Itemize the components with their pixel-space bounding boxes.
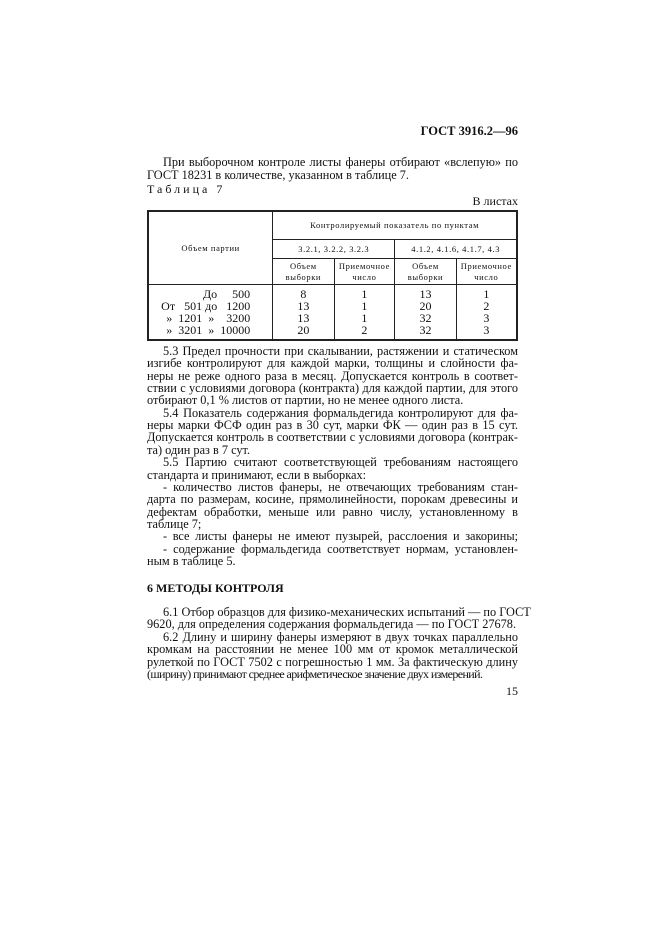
table-caption: Таблица 7 — [147, 182, 226, 196]
cell-value: 3 — [483, 323, 490, 337]
header-controlled-indicator: Контролируемый показатель по пунктам — [273, 211, 517, 240]
acceptance-number-2 — [456, 285, 517, 341]
text-line: изгибе контролируют для каждой марки, толщины и слойности фа- — [147, 356, 518, 371]
batch-ranges — [148, 285, 273, 341]
cell-value: 13 — [297, 311, 310, 325]
sample-size-1 — [273, 285, 334, 341]
cell-value: 2 — [361, 323, 368, 337]
header-group-2: 4.1.2, 4.1.6, 4.1.7, 4.3 — [395, 240, 517, 259]
cell-batch: От 501 до 1200 — [161, 299, 251, 313]
text-line: 6.2 Длину и ширину фанеры измеряют в двух точках параллельно — [163, 629, 518, 644]
cell-value: 3 — [483, 311, 490, 325]
cell-value: 8 — [300, 287, 307, 301]
header-batch-size: Объем партии — [148, 211, 273, 285]
text-line: кромкам на расстоянии не менее 100 мм от кромок металлической — [147, 642, 518, 657]
header-acceptance-number: Приемочное число — [334, 259, 395, 285]
text-line: отбирают 0,1 % листов от партии, но не менее одного листа. — [147, 393, 464, 408]
sample-size-2 — [395, 285, 456, 341]
acceptance-number-1 — [334, 285, 395, 341]
text-line: - количество листов фанеры, не отвечающих требованиям стан- — [163, 479, 518, 494]
text-line: 5.5 Партию считают соответствующей требованиям настоящего — [163, 455, 518, 470]
header-acceptance-number: Приемочное число — [456, 259, 517, 285]
text-line: дефектам обработки, меньше или равно числу, установленному в — [147, 504, 518, 519]
text-line: ГОСТ 18231 в количестве, указанном в таблице 7. — [147, 168, 409, 182]
text-line: стандарта и принимают, если в выборках: — [147, 467, 367, 482]
table-data-row — [148, 285, 517, 341]
text-line: При выборочном контроле листы фанеры отбирают «вслепую» по — [163, 155, 518, 169]
cell-value: 1 — [483, 287, 490, 301]
table-unit: В листах — [472, 194, 518, 208]
text-line: ствии с условиями договора (контракта) для каждой партии, для этого — [147, 381, 518, 396]
section-6-heading: 6 МЕТОДЫ КОНТРОЛЯ — [147, 581, 284, 595]
text-line: 5.4 Показатель содержания формальдегида контролируют для фа- — [163, 405, 518, 420]
cell-value: 13 — [297, 299, 310, 313]
cell-value: 1 — [361, 287, 368, 301]
text-line: неры не реже одного раза в месяц. Допускается контроль в соответ- — [147, 368, 518, 383]
cell-value: 1 — [361, 311, 368, 325]
cell-batch: » 3201 » 10000 — [166, 323, 251, 337]
cell-value: 13 — [419, 287, 432, 301]
cell-value: 32 — [419, 311, 432, 325]
cell-batch: До 500 — [203, 287, 251, 301]
cell-value: 1 — [361, 299, 368, 313]
text-line: неры марки ФСФ один раз в 30 сут, марки ФК — один раз в 15 сут. — [147, 418, 518, 433]
text-line: дарта по размерам, косине, прямолинейности, порокам древесины и — [147, 492, 518, 507]
cell-value: 20 — [297, 323, 310, 337]
text-line: та) один раз в 7 сут. — [147, 442, 251, 457]
document-header: ГОСТ 3916.2—96 — [420, 124, 518, 138]
cell-batch: » 1201 » 3200 — [166, 311, 251, 325]
cell-value: 2 — [483, 299, 490, 313]
header-group-1: 3.2.1, 3.2.2, 3.2.3 — [273, 240, 395, 259]
header-sample-size: Объем выборки — [273, 259, 334, 285]
text-line: таблице 7; — [147, 516, 202, 531]
page-number: 15 — [506, 684, 518, 698]
cell-value: 32 — [419, 323, 432, 337]
text-line: 5.3 Предел прочности при скалывании, растяжении и статическом — [163, 344, 518, 358]
text-line: рулеткой по ГОСТ 7502 с погрешностью 1 мм. За фактическую длину — [147, 654, 518, 669]
text-line: 9620, для определения содержания формальдегида — по ГОСТ 27678. — [147, 617, 517, 632]
text-line: Допускается контроль в соответствии с условиями договора (контрак- — [147, 430, 518, 445]
text-line: ным в таблице 5. — [147, 553, 236, 568]
header-sample-size: Объем выборки — [395, 259, 456, 285]
sampling-table — [147, 210, 518, 341]
text-line: - все листы фанеры не имеют пузырей, расслоения и закорины; — [163, 529, 518, 544]
text-line: - содержание формальдегида соответствует нормам, установлен- — [163, 541, 518, 556]
text-line: (ширину) принимают среднее арифметическое значение двух измерений. — [147, 667, 483, 681]
text-line: 6.1 Отбор образцов для физико-механических испытаний — по ГОСТ — [163, 605, 531, 619]
cell-value: 20 — [419, 299, 432, 313]
